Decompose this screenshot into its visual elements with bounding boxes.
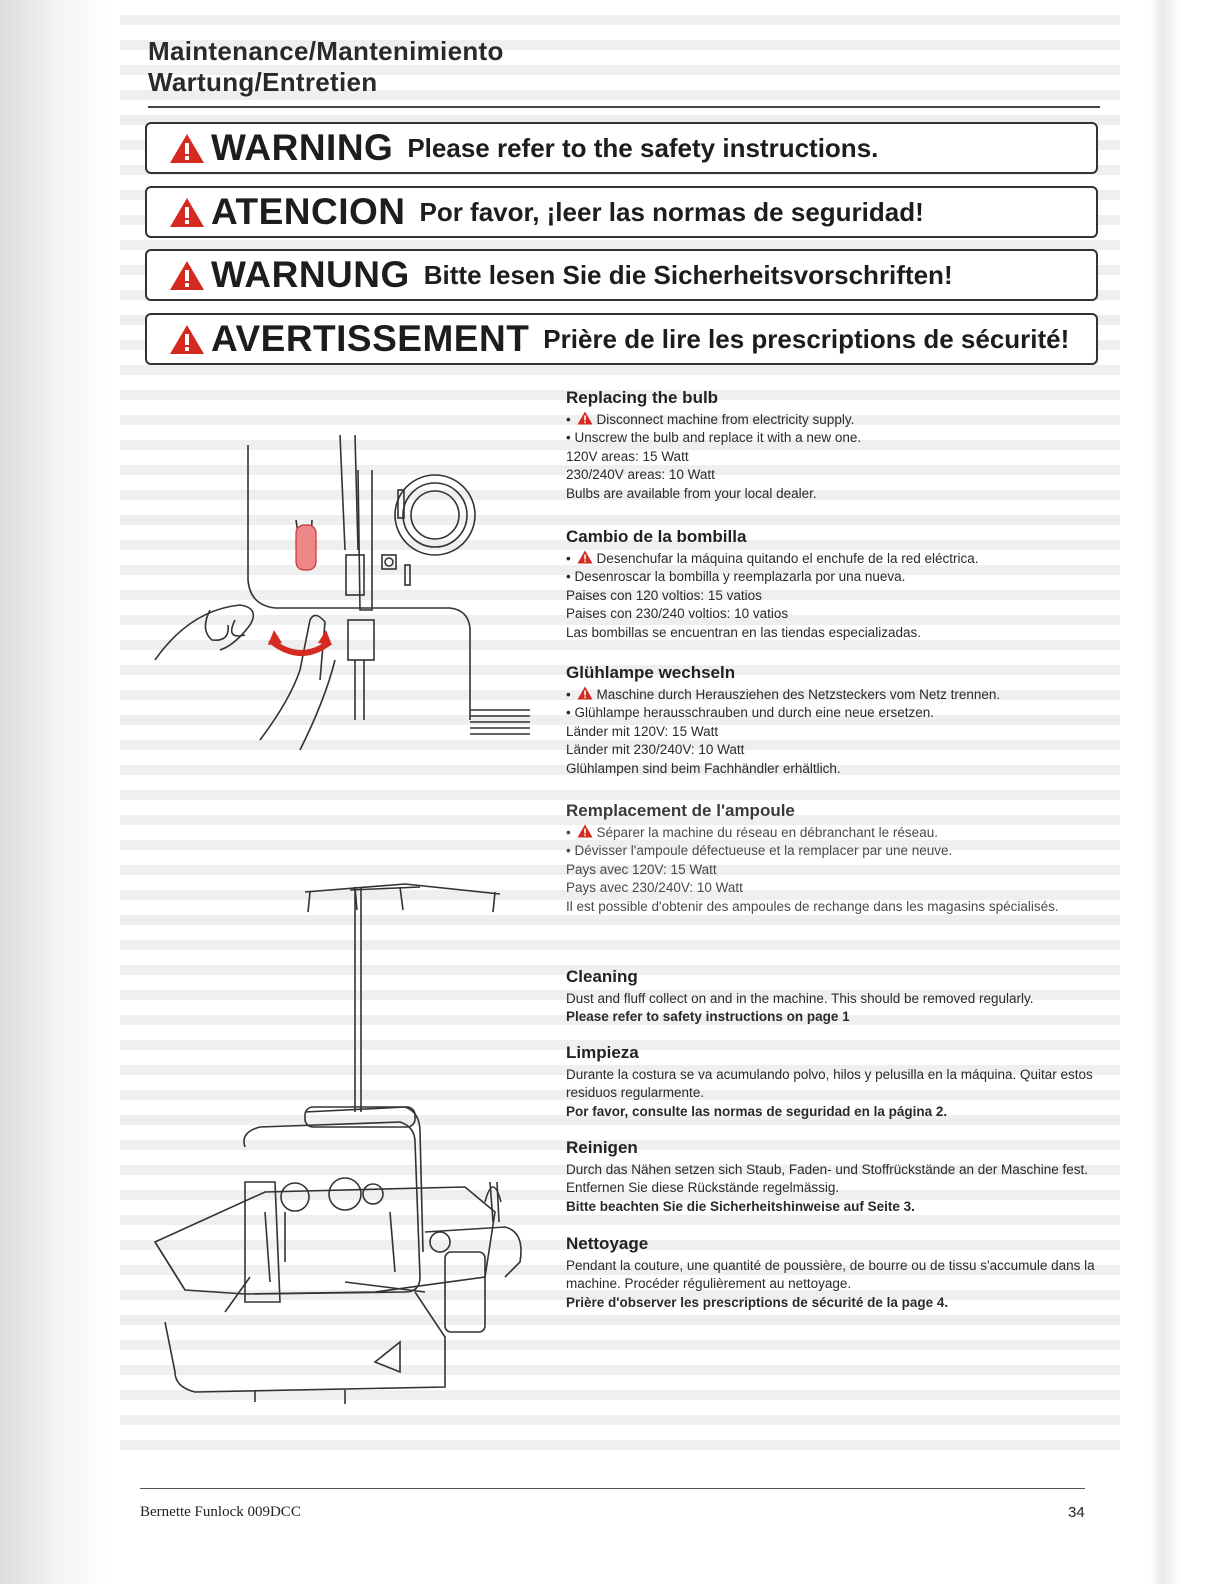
bulb-section-french <box>566 802 1106 916</box>
safety-reference: Bitte beachten Sie die Sicherheitshinweise auf Seite 3. <box>566 1198 915 1214</box>
warning-triangle-icon <box>577 550 593 564</box>
warning-box-french <box>145 313 1098 365</box>
warning-text: Séparer la machine du réseau en débranchant le réseau. <box>596 824 938 840</box>
section-text: Durante la costura se va acumulando polvo, hilos y pelusilla en la máquina. Quitar estos residuos regularmente. <box>566 1066 1093 1100</box>
cleaning-section-english <box>566 968 1106 1027</box>
voltage-line: Pays avec 230/240V: 10 Watt <box>566 880 743 895</box>
section-heading: Nettoyage <box>566 1234 649 1253</box>
warning-word: ATENCION <box>211 191 406 232</box>
instruction-line: • Desenroscar la bombilla y reemplazarla por una nueva. <box>566 569 906 584</box>
section-heading: Glühlampe wechseln <box>566 663 736 682</box>
warning-message: Por favor, ¡leer las normas de seguridad! <box>419 196 924 227</box>
section-text: Dust and fluff collect on and in the machine. This should be removed regularly. <box>566 990 1034 1006</box>
cleaning-section-german <box>566 1139 1106 1216</box>
voltage-line: 230/240V areas: 10 Watt <box>566 467 715 482</box>
section-heading: Cleaning <box>566 967 638 986</box>
voltage-line: Pays avec 120V: 15 Watt <box>566 861 717 877</box>
warning-line: • Disconnect machine from electricity supply. <box>566 411 855 427</box>
warning-line: • Maschine durch Herausziehen des Netzsteckers vom Netz trennen. <box>566 686 1001 702</box>
section-heading: Limpieza <box>566 1043 639 1062</box>
section-text: Durch das Nähen setzen sich Staub, Faden- und Stoffrückstände an der Maschine fest. Entfernen Sie diese Rückstände regelmässig. <box>566 1161 1089 1195</box>
availability-line: Il est possible d'obtenir des ampoules de rechange dans les magasins spécialisés. <box>566 898 1059 914</box>
warning-word: WARNUNG <box>211 254 410 295</box>
page-title-line1: Maintenance/Mantenimiento <box>148 36 504 66</box>
warning-box-english <box>145 122 1098 174</box>
voltage-line: Paises con 120 voltios: 15 vatios <box>566 587 762 603</box>
safety-reference: Prière d'observer les prescriptions de sécurité de la page 4. <box>566 1294 949 1310</box>
warning-triangle-icon <box>169 196 205 229</box>
page-title-line2: Wartung/Entretien <box>148 67 378 97</box>
cleaning-section-spanish <box>566 1044 1106 1121</box>
warning-triangle-icon <box>577 824 593 838</box>
availability-line: Bulbs are available from your local dealer. <box>566 485 817 501</box>
warning-triangle-icon <box>169 323 205 356</box>
voltage-line: Paises con 230/240 voltios: 10 vatios <box>566 606 789 621</box>
warning-text: Desenchufar la máquina quitando el enchufe de la red eléctrica. <box>596 550 979 566</box>
page-title <box>148 36 504 98</box>
cleaning-section-french <box>566 1235 1106 1312</box>
warning-word: AVERTISSEMENT <box>211 318 530 359</box>
availability-line: Glühlampen sind beim Fachhändler erhältlich. <box>566 760 841 776</box>
warning-line: • Desenchufar la máquina quitando el enchufe de la red eléctrica. <box>566 550 979 566</box>
warning-box-german <box>145 249 1098 301</box>
warning-box-spanish <box>145 186 1098 238</box>
voltage-line: Länder mit 120V: 15 Watt <box>566 723 719 739</box>
safety-reference: Please refer to safety instructions on page 1 <box>566 1009 850 1024</box>
warning-text: Maschine durch Herausziehen des Netzsteckers vom Netz trennen. <box>596 686 1001 702</box>
warning-text: Disconnect machine from electricity supply. <box>596 411 855 427</box>
header-divider <box>148 106 1100 108</box>
voltage-line: 120V areas: 15 Watt <box>566 448 689 464</box>
section-heading: Remplacement de l'ampoule <box>566 801 795 820</box>
warning-message: Bitte lesen Sie die Sicherheitsvorschriften! <box>423 259 953 290</box>
section-heading: Replacing the bulb <box>566 388 719 407</box>
bulb-replacement-illustration <box>150 430 535 760</box>
bulb-section-english <box>566 389 1106 503</box>
page-number: 34 <box>1068 1504 1085 1521</box>
warning-triangle-icon <box>169 132 205 165</box>
footer-divider <box>140 1488 1085 1489</box>
instruction-line: • Glühlampe herausschrauben und durch eine neue ersetzen. <box>566 705 934 720</box>
availability-line: Las bombillas se encuentran en las tiendas especializadas. <box>566 624 921 640</box>
section-heading: Cambio de la bombilla <box>566 527 747 546</box>
section-text: Pendant la couture, une quantité de poussière, de bourre ou de tissu s'accumule dans la machine. Procéder régulièrement au nettoyage. <box>566 1257 1095 1291</box>
warning-message: Prière de lire les prescriptions de sécurité! <box>543 323 1070 354</box>
warning-message: Please refer to the safety instructions. <box>407 132 879 163</box>
warning-word: WARNING <box>211 127 394 168</box>
overlock-machine-illustration <box>145 882 530 1412</box>
instruction-line: • Dévisser l'ampoule défectueuse et la remplacer par une neuve. <box>566 843 953 858</box>
warning-triangle-icon <box>577 411 593 425</box>
warning-triangle-icon <box>577 686 593 700</box>
footer-model-name: Bernette Funlock 009DCC <box>140 1504 301 1520</box>
bulb-section-spanish <box>566 528 1106 642</box>
safety-reference: Por favor, consulte las normas de seguridad en la página 2. <box>566 1103 948 1119</box>
bulb-section-german <box>566 664 1106 778</box>
section-heading: Reinigen <box>566 1138 638 1157</box>
voltage-line: Länder mit 230/240V: 10 Watt <box>566 742 745 757</box>
warning-line: • Séparer la machine du réseau en débranchant le réseau. <box>566 824 938 840</box>
instruction-line: • Unscrew the bulb and replace it with a new one. <box>566 430 862 445</box>
warning-triangle-icon <box>169 259 205 292</box>
